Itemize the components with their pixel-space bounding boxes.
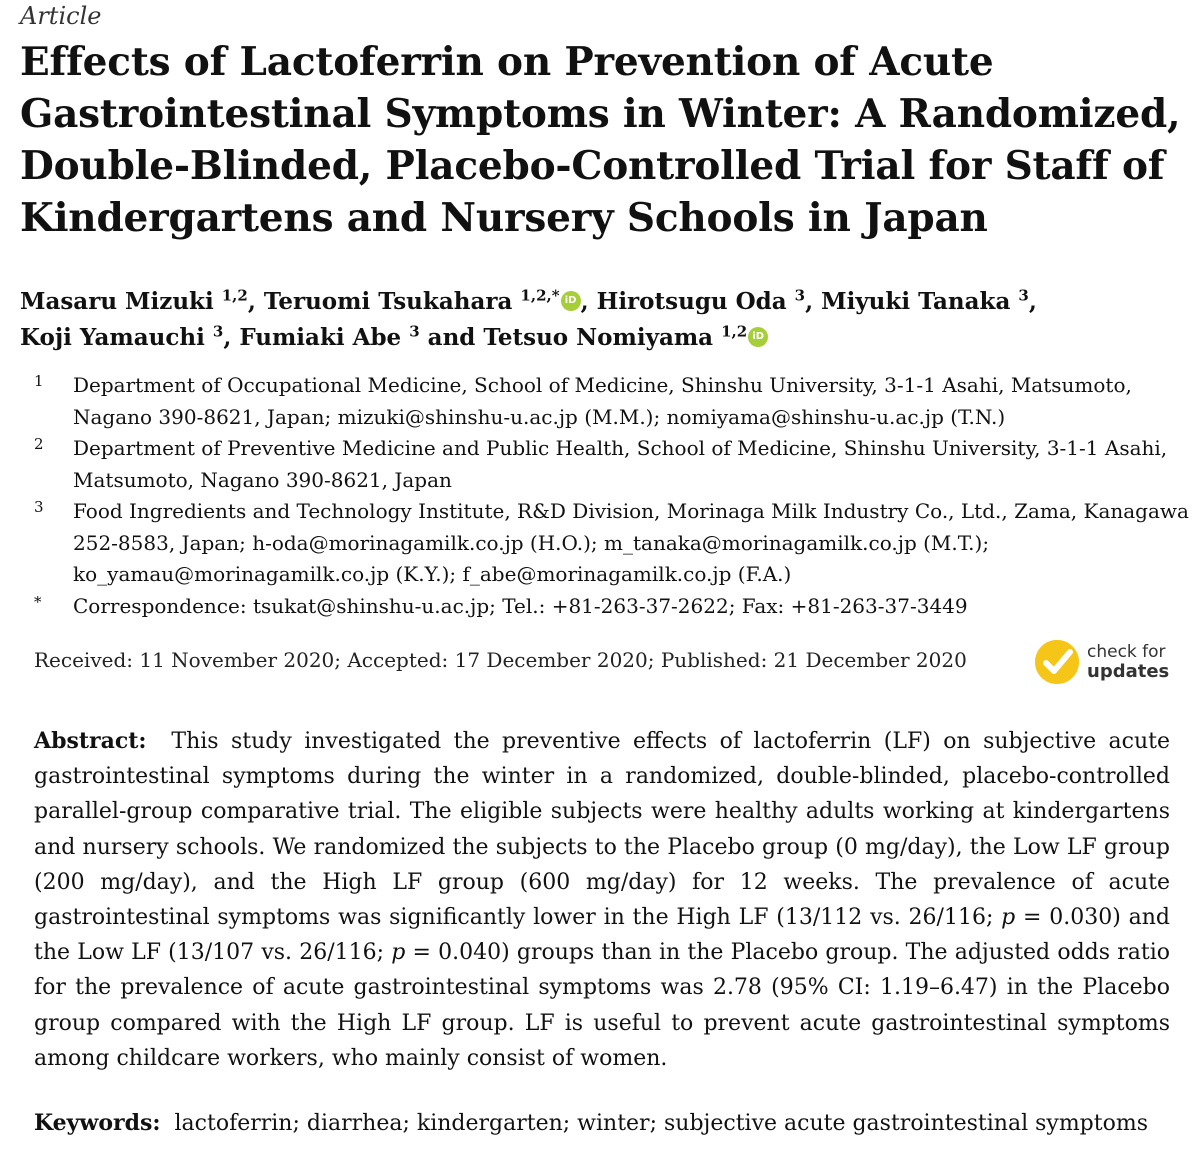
abstract [34,724,1170,1076]
author-name[interactable]: Masaru Mizuki [20,288,214,315]
affiliation-item [20,370,1190,433]
author-separator: and [419,324,484,351]
affiliation-number: 2 [34,435,44,453]
author-separator: , [1028,288,1037,315]
author-affiliation-marker: 1,2,* [520,286,560,305]
affiliation-text: Department of Occupational Medicine, School of Medicine, Shinshu University, 3-1-1 Asahi, Matsumoto, Nagano 390-8621, Japan; mizuki@shinshu-u.ac.jp (M.M.); nomiyama@shinshu-u.ac.jp (T.N.) [73,373,1132,429]
affiliation-list [20,370,1190,622]
author-name[interactable]: Fumiaki Abe [239,324,402,351]
affiliation-text: Food Ingredients and Technology Institute, R&D Division, Morinaga Milk Industry Co., Ltd., Zama, Kanagawa 252-8583, Japan; h-oda@morinagamilk.co.jp (H.O.); m_tanaka@morinagamilk.co.jp (M.T.); ko_yamau@morinagamilk.co.jp (K.Y.); f_abe@morinagamilk.co.jp (F.A.) [73,499,1189,586]
updates-label-line2: updates [1087,661,1170,682]
publication-dates: Received: 11 November 2020; Accepted: 17 December 2020; Published: 21 December 2020 [34,648,967,672]
author-list [20,284,1190,356]
author-affiliation-marker: 3 [794,286,806,305]
author-name[interactable]: Hirotsugu Oda [596,288,787,315]
keywords-text: lactoferrin; diarrhea; kindergarten; winter; subjective acute gastrointestinal symptoms [174,1111,1149,1136]
affiliation-item [20,496,1190,591]
affiliation-text: Department of Preventive Medicine and Public Health, School of Medicine, Shinshu University, 3-1-1 Asahi, Matsumoto, Nagano 390-8621, Japan [73,436,1168,492]
keywords-label: Keywords: [34,1110,161,1136]
correspondence-marker: * [34,592,42,611]
orcid-icon[interactable]: iD [561,291,581,311]
author-affiliation-marker: 3 [1018,286,1029,305]
check-updates-icon [1035,640,1079,684]
abstract-text: This study investigated the preventive effects of lactoferrin (LF) on subjective acute gastrointestinal symptoms during the winter in a randomized, double-blinded, placebo-controlled parallel-group comparative trial. The eligible subjects were healthy adults working at kindergartens and nursery schools. We randomized the subjects to the Placebo group (0 mg/day), the Low LF group (200 mg/day), and the High LF group (600 mg/day) for 12 weeks. The prevalence of acute gastrointestinal symptoms was significantly lower in the High LF (13/112 vs. 26/116; p = 0.030) and the Low LF (13/107 vs. 26/116; p = 0.040) groups than in the Placebo group. The adjusted odds ratio for the prevalence of acute gastrointestinal symptoms was 2.78 (95% CI: 1.19–6.47) in the Placebo group compared with the High LF group. LF is useful to prevent acute gastrointestinal symptoms among childcare workers, who mainly consist of women. [34,729,1170,1071]
article-title: Effects of Lactoferrin on Prevention of Acute Gastrointestinal Symptoms in Winter: A Randomized, Double-Blinded, Placebo-Controlled Trial for Staff of Kindergartens and Nursery Schools in Japan [20,39,1181,241]
author-affiliation-marker: 3 [409,322,420,341]
author-affiliation-marker: 1,2 [721,322,748,341]
affiliation-number: 3 [34,498,44,516]
affiliation-item [20,433,1190,496]
correspondence-text: Correspondence: tsukat@shinshu-u.ac.jp; Tel.: +81-263-37-2622; Fax: +81-263-37-3449 [73,593,968,618]
author-separator: , [223,324,240,351]
affiliation-number: 1 [34,372,44,390]
updates-label-line1: check for [1087,642,1166,662]
orcid-icon[interactable]: iD [748,327,768,347]
abstract-label: Abstract: [34,728,147,754]
author-name[interactable]: Koji Yamauchi [20,324,205,351]
author-name[interactable]: Tetsuo Nomiyama [483,324,714,351]
author-name[interactable]: Teruomi Tsukahara [263,288,513,315]
author-name[interactable]: Miyuki Tanaka [821,288,1011,315]
author-separator: , [805,288,822,315]
author-separator: , [247,288,264,315]
check-for-updates-button[interactable] [1035,640,1169,684]
article-type-label: Article [20,2,102,30]
author-affiliation-marker: 1,2 [221,286,248,305]
author-separator: , [580,288,597,315]
author-affiliation-marker: 3 [212,322,224,341]
keywords [34,1106,1170,1141]
correspondence-item [20,591,1190,623]
